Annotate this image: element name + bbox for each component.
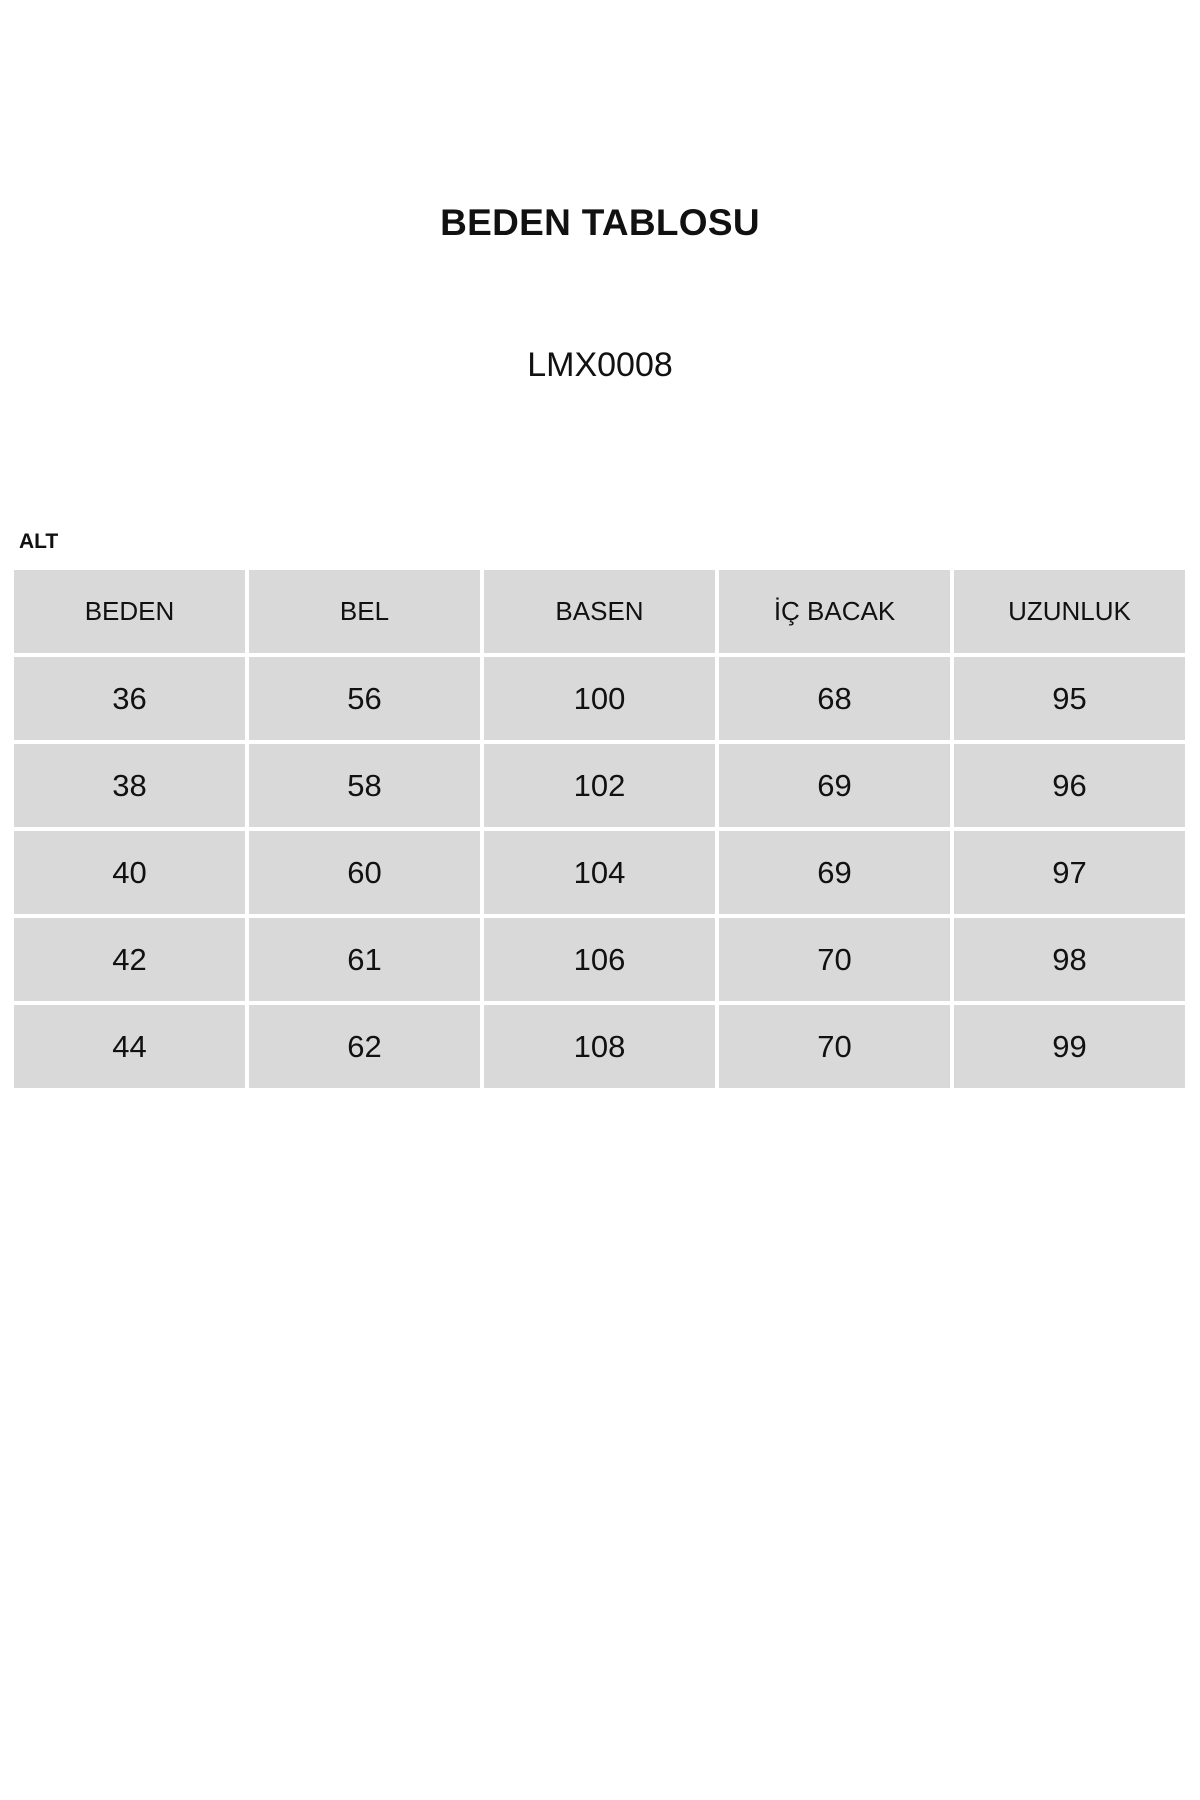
table-cell: 98 <box>954 918 1185 1001</box>
header-uzunluk: UZUNLUK <box>954 570 1185 653</box>
table-cell: 70 <box>719 1005 950 1088</box>
table-cell: 68 <box>719 657 950 740</box>
table-cell: 69 <box>719 744 950 827</box>
table-cell: 108 <box>484 1005 715 1088</box>
table-row <box>14 657 1185 740</box>
section-label: ALT <box>19 530 59 553</box>
table-cell: 95 <box>954 657 1185 740</box>
table-row <box>14 744 1185 827</box>
table-cell: 97 <box>954 831 1185 914</box>
table-cell: 70 <box>719 918 950 1001</box>
table-cell: 102 <box>484 744 715 827</box>
table-cell: 62 <box>249 1005 480 1088</box>
table-cell: 99 <box>954 1005 1185 1088</box>
table-row <box>14 1005 1185 1088</box>
page-title: BEDEN TABLOSU <box>440 202 760 243</box>
table-cell: 60 <box>249 831 480 914</box>
header-ic-bacak: İÇ BACAK <box>719 570 950 653</box>
table-cell: 100 <box>484 657 715 740</box>
header-beden: BEDEN <box>14 570 245 653</box>
table-cell: 42 <box>14 918 245 1001</box>
table-cell: 44 <box>14 1005 245 1088</box>
table-row <box>14 918 1185 1001</box>
table-cell: 106 <box>484 918 715 1001</box>
table-header-row <box>14 570 1185 653</box>
header-basen: BASEN <box>484 570 715 653</box>
product-code: LMX0008 <box>527 346 673 384</box>
header-bel: BEL <box>249 570 480 653</box>
table-cell: 96 <box>954 744 1185 827</box>
table-cell: 40 <box>14 831 245 914</box>
table-cell: 104 <box>484 831 715 914</box>
table-cell: 36 <box>14 657 245 740</box>
table-cell: 56 <box>249 657 480 740</box>
size-table <box>10 566 1189 1092</box>
table-cell: 58 <box>249 744 480 827</box>
table-cell: 69 <box>719 831 950 914</box>
table-row <box>14 831 1185 914</box>
table-cell: 38 <box>14 744 245 827</box>
table-cell: 61 <box>249 918 480 1001</box>
